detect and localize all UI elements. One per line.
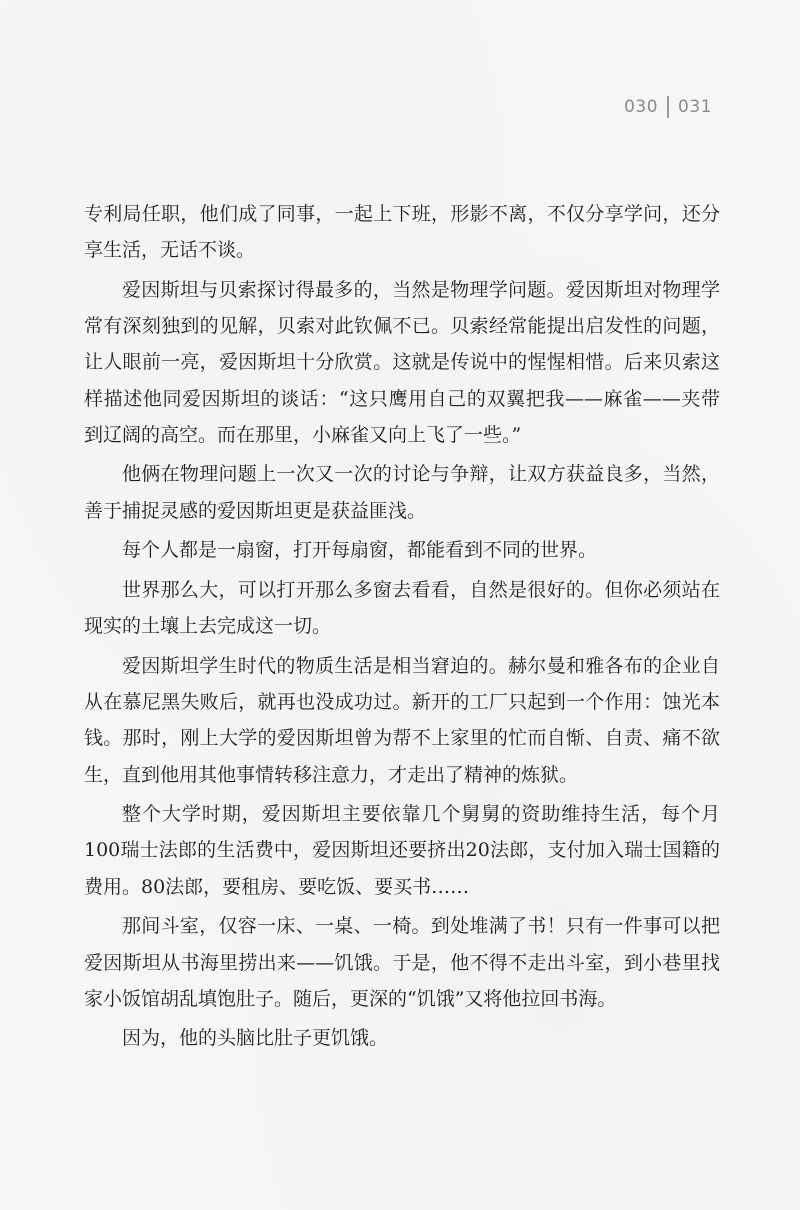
paragraph-5: 世界那么大，可以打开那么多窗去看看，自然是很好的。但你必须站在现实的土壤上去完成这一切。 xyxy=(84,579,720,638)
paragraph-6: 爱因斯坦学生时代的物质生活是相当窘迫的。赫尔曼和雅各布的企业自从在慕尼黑失败后，就再也没成功过。新开的工厂只起到一个作用：蚀光本钱。那时，刚上大学的爱因斯坦曾为帮不上家里的忙而自惭、自责、痛不欲生，直到他用其他事情转移注意力，才走出了精神的炼狱。 xyxy=(84,654,720,786)
page-number-left: 030 xyxy=(624,97,659,117)
page-number-right: 031 xyxy=(678,97,712,117)
paragraph-3: 他俩在物理问题上一次又一次的讨论与争辩，让双方获益良多，当然，善于捕捉灵感的爱因斯坦更是获益匪浅。 xyxy=(84,463,720,522)
paragraph-7: 整个大学时期，爱因斯坦主要依靠几个舅舅的资助维持生活，每个月100瑞士法郎的生活费中，爱因斯坦还要挤出20法郎，支付加入瑞士国籍的费用。80法郎，要租房、要吃饭、要买书…… xyxy=(84,803,720,898)
paragraph-9: 因为，他的头脑比肚子更饥饿。 xyxy=(122,1027,389,1050)
paragraph-1: 专利局任职，他们成了同事，一起上下班，形影不离，不仅分享学问，还分享生活，无话不谈。 xyxy=(84,203,720,262)
body-text xyxy=(84,196,720,1060)
page-header xyxy=(624,96,712,118)
page-number-divider xyxy=(667,96,669,118)
paragraph-2: 爱因斯坦与贝索探讨得最多的，当然是物理学问题。爱因斯坦对物理学常有深刻独到的见解，贝索对此钦佩不已。贝索经常能提出启发性的问题，让人眼前一亮，爱因斯坦十分欣赏。这就是传说中的惺惺相惜。后来贝索这样描述他同爱因斯坦的谈话：“这只鹰用自己的双翼把我——麻雀——夹带到辽阔的高空。而在那里，小麻雀又向上飞了一些。” xyxy=(84,278,720,446)
paragraph-8: 那间斗室，仅容一床、一桌、一椅。到处堆满了书！只有一件事可以把爱因斯坦从书海里捞出来——饥饿。于是，他不得不走出斗室，到小巷里找家小饭馆胡乱填饱肚子。随后，更深的“饥饿”又将他拉回书海。 xyxy=(84,915,720,1010)
paragraph-4: 每个人都是一扇窗，打开每扇窗，都能看到不同的世界。 xyxy=(122,539,598,562)
